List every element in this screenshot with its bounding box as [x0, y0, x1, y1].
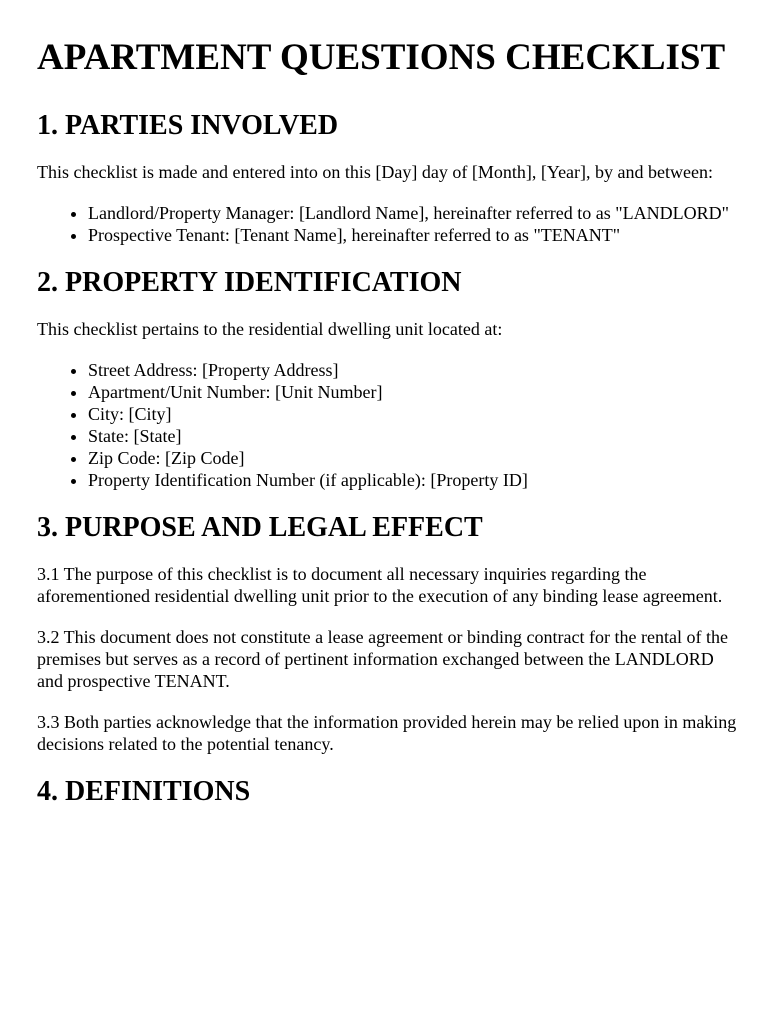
list-item: • State: [State] — [88, 425, 737, 447]
purpose-paragraph-3-3: 3.3 Both parties acknowledge that the information provided herein may be relied upon in making decisions related to the potential tenancy. — [37, 712, 737, 754]
section-heading-purpose: 3. PURPOSE AND LEGAL EFFECT — [37, 512, 483, 543]
document-page — [37, 0, 737, 808]
list-item: • Property Identification Number (if applicable): [Property ID] — [88, 469, 737, 491]
section-heading-property: 2. PROPERTY IDENTIFICATION — [37, 267, 462, 298]
list-item: • Prospective Tenant: [Tenant Name], hereinafter referred to as "TENANT" — [88, 224, 737, 246]
purpose-paragraph-3-2: 3.2 This document does not constitute a lease agreement or binding contract for the rental of the premises but serves as a record of pertinent information exchanged between the LANDLORD and prospective TENANT. — [37, 627, 728, 691]
section-heading-parties: 1. PARTIES INVOLVED — [37, 110, 339, 141]
list-item: • City: [City] — [88, 403, 737, 425]
parties-list — [37, 202, 737, 246]
parties-intro-paragraph: This checklist is made and entered into on this [Day] day of [Month], [Year], by and between: — [37, 162, 713, 182]
purpose-paragraph-3-1: 3.1 The purpose of this checklist is to document all necessary inquiries regarding the aforementioned residential dwelling unit prior to the execution of any binding lease agreement. — [37, 564, 723, 606]
list-item: • Landlord/Property Manager: [Landlord Name], hereinafter referred to as "LANDLORD" — [88, 202, 737, 224]
list-item: • Street Address: [Property Address] — [88, 359, 737, 381]
property-list — [37, 359, 737, 491]
document-title: APARTMENT QUESTIONS CHECKLIST — [37, 37, 726, 78]
section-heading-definitions: 4. DEFINITIONS — [37, 776, 251, 807]
list-item: • Zip Code: [Zip Code] — [88, 447, 737, 469]
list-item: • Apartment/Unit Number: [Unit Number] — [88, 381, 737, 403]
property-intro-paragraph: This checklist pertains to the residential dwelling unit located at: — [37, 319, 503, 339]
